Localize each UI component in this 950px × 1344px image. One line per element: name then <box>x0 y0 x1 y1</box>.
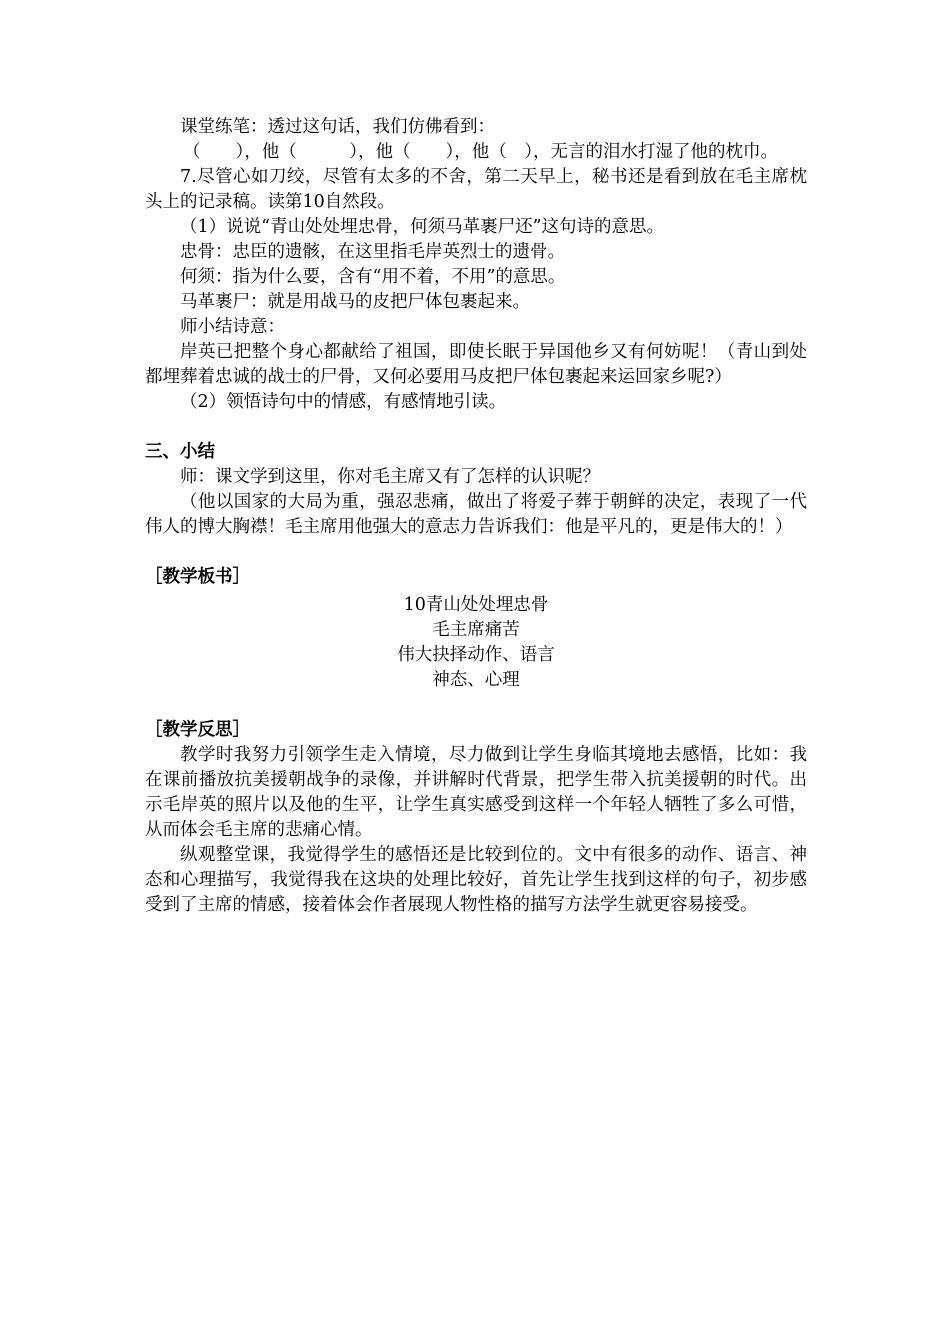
board-heading: ［教学板书］ <box>145 567 250 587</box>
document-page <box>145 115 807 918</box>
reflection-paragraph-1: 教学时我努力引领学生走入情境，尽力做到让学生身临其境地去感悟，比如：我在课前播放抗美援朝战争的录像，并讲解时代背景，把学生带入抗美援朝的时代。出示毛岸英的照片以及他的生平，让学生真实感受到这样一个年轻人牺牲了多么可惜，从而体会毛主席的悲痛心情。 <box>145 745 807 840</box>
section7-intro: 7.尽管心如刀绞，尽管有太多的不舍，第二天早上，秘书还是看到放在毛主席枕头上的记录稿。读第10自然段。 <box>145 167 807 212</box>
definition-hexu: 何须：指为什么要，含有“用不着，不用”的意思。 <box>180 267 566 287</box>
summary-label: 师小结诗意： <box>180 317 285 337</box>
board-line-title: 10青山处处埋忠骨 <box>403 595 549 615</box>
board-line-3: 伟大抉择动作、语言 <box>397 645 555 665</box>
section3-answer: （他以国家的大局为重，强忍悲痛，做出了将爱子葬于朝鲜的决定，表现了一代伟人的博大胸襟！毛主席用他强大的意志力告诉我们：他是平凡的，更是伟大的！） <box>145 492 807 537</box>
practice-intro: 课堂练笔：透过这句话，我们仿佛看到： <box>180 117 495 137</box>
section7-question-2: （2）领悟诗句中的情感，有感情地引读。 <box>180 392 507 412</box>
board-content <box>145 593 807 693</box>
board-line-2: 毛主席痛苦 <box>432 620 520 640</box>
reflection-paragraph-2: 纵观整堂课，我觉得学生的感悟还是比较到位的。文中有很多的动作、语言、神态和心理描写，我觉得我在这块的处理比较好，首先让学生找到这样的句子，初步感受到了主席的情感，接着体会作者展现人物性格的描写方法学生就更容易接受。 <box>145 845 807 915</box>
reflection-heading: ［教学反思］ <box>145 720 250 740</box>
definition-magegushi: 马革裹尸：就是用战马的皮把尸体包裹起来。 <box>180 292 530 312</box>
board-line-4: 神态、心理 <box>432 670 520 690</box>
section3-question: 师：课文学到这里，你对毛主席又有了怎样的认识呢？ <box>180 467 600 487</box>
definition-zhonggu: 忠骨：忠臣的遗骸，在这里指毛岸英烈士的遗骨。 <box>180 242 565 262</box>
section7-question-1: （1）说说“青山处处埋忠骨，何须马革裹尸还”这句诗的意思。 <box>180 217 665 237</box>
section3-heading: 三、小结 <box>145 442 215 462</box>
practice-blanks: （ ），他（ ），他（ ），他（ ），无言的泪水打湿了他的枕巾。 <box>183 142 778 162</box>
summary-text: 岸英已把整个身心都献给了祖国，即使长眠于异国他乡又有何妨呢！（青山到处都埋葬着忠诚的战士的尸骨，又何必要用马皮把尸体包裹起来运回家乡呢?） <box>145 342 807 387</box>
